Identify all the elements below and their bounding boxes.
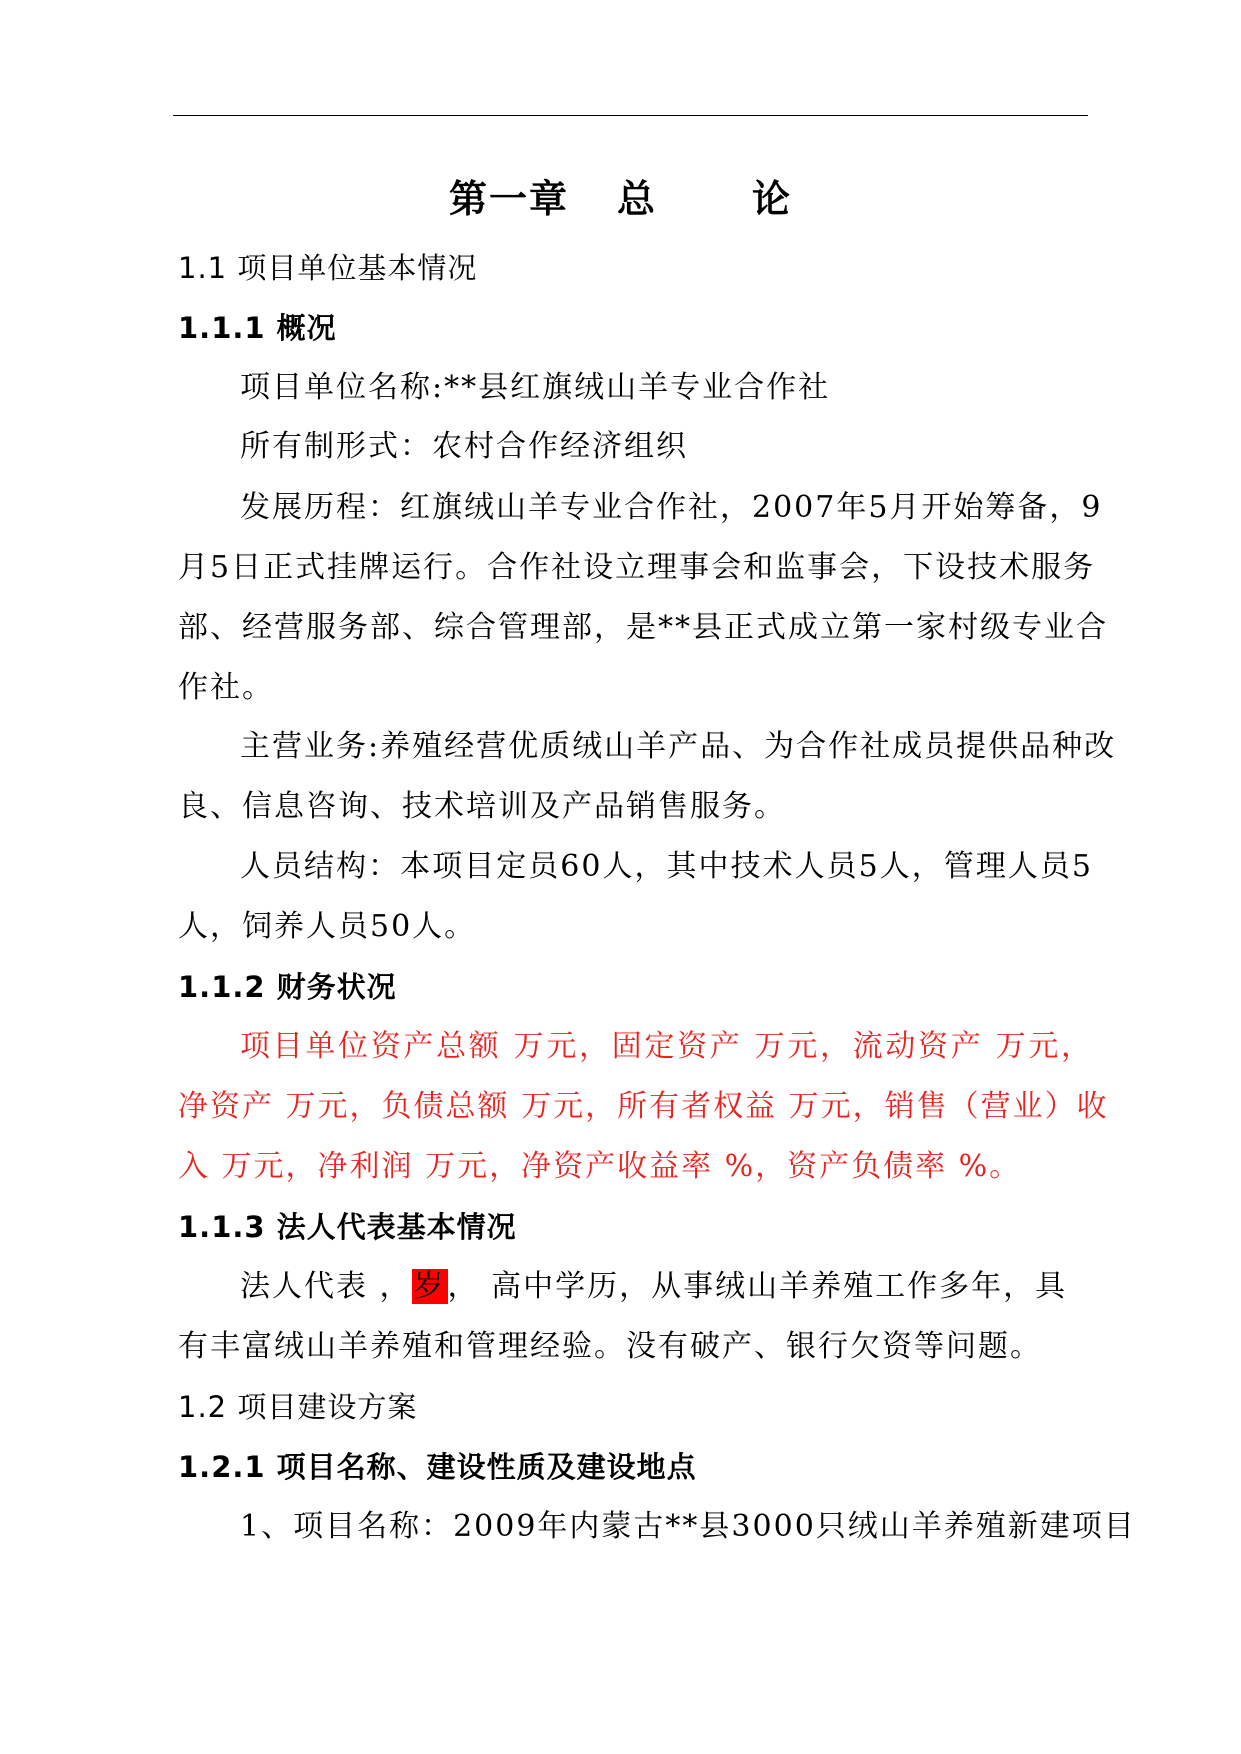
history-line-4: 作社。 [178, 670, 274, 705]
staff-line-1: 人员结构：本项目定员60人，其中技术人员5人，管理人员5 [240, 849, 1093, 884]
business-line-2: 良、信息咨询、技术培训及产品销售服务。 [178, 789, 786, 824]
finance-line-3: 入 万元，净利润 万元，净资产收益率 %，资产负债率 %。 [178, 1149, 1022, 1184]
legal-line-2: 有丰富绒山羊养殖和管理经验。没有破产、银行欠资等问题。 [178, 1329, 1042, 1364]
history-line-1: 发展历程：红旗绒山羊专业合作社，2007年5月开始筹备，9 [240, 490, 1103, 525]
finance-line-2: 净资产 万元，负债总额 万元，所有者权益 万元，销售（营业）收 [178, 1089, 1109, 1124]
project-name-line: 1、项目名称：2009年内蒙古**县3000只绒山羊养殖新建项目 [240, 1509, 1136, 1544]
ownership-line: 所有制形式：农村合作经济组织 [240, 429, 688, 464]
legal-line-1-end: ， 高中学历，从事绒山羊养殖工作多年，具 [447, 1269, 1068, 1304]
legal-line-1-start: 法人代表 ， [240, 1269, 412, 1304]
history-line-2: 月5日正式挂牌运行。合作社设立理事会和监事会，下设技术服务 [178, 550, 1096, 585]
section-1-1-heading: 1.1 项目单位基本情况 [178, 251, 478, 285]
chapter-word-2: 论 [752, 177, 793, 221]
legal-line-1 [240, 1267, 1155, 1307]
section-1-2-heading: 1.2 项目建设方案 [178, 1390, 418, 1424]
age-highlight: 岁 [413, 1269, 446, 1304]
header-rule [173, 115, 1088, 116]
section-1-1-3-heading: 1.1.3 法人代表基本情况 [178, 1210, 517, 1244]
section-1-1-1-heading: 1.1.1 概况 [178, 311, 337, 345]
section-1-1-2-heading: 1.1.2 财务状况 [178, 970, 397, 1004]
finance-line-1: 项目单位资产总额 万元，固定资产 万元，流动资产 万元， [240, 1029, 1093, 1064]
section-1-2-1-heading: 1.2.1 项目名称、建设性质及建设地点 [178, 1450, 697, 1484]
chapter-word-1: 总 [616, 177, 657, 221]
staff-line-2: 人，饲养人员50人。 [178, 909, 477, 944]
chapter-number: 第一章 [448, 177, 569, 221]
history-line-3: 部、经营服务部、综合管理部，是**县正式成立第一家村级专业合 [178, 610, 1108, 645]
unit-name-line: 项目单位名称:**县红旗绒山羊专业合作社 [240, 370, 831, 405]
chapter-title [0, 168, 1241, 223]
business-line-1: 主营业务:养殖经营优质绒山羊产品、为合作社成员提供品种改 [240, 729, 1117, 764]
